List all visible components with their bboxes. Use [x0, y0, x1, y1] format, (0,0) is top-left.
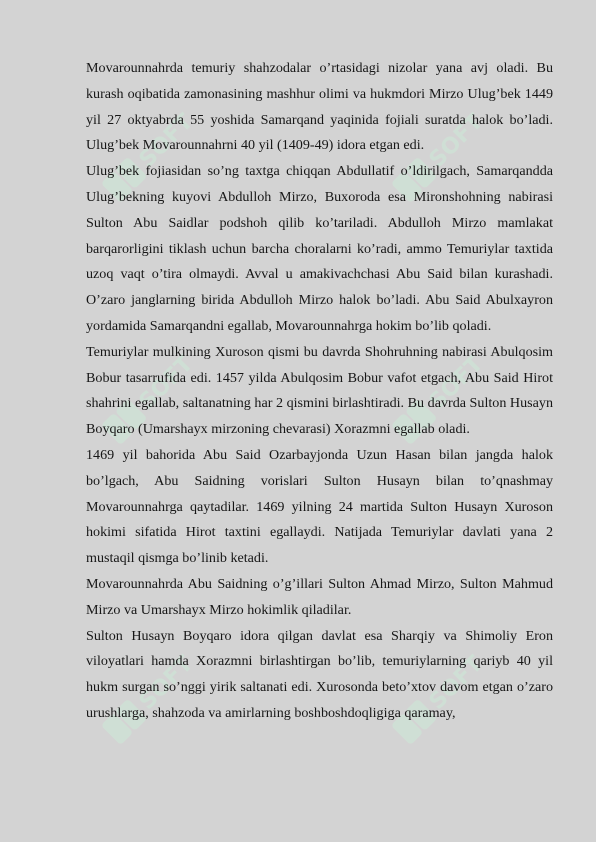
paragraph-6: Sulton Husayn Boyqaro idora qilgan davlat esa Sharqiy va Shimoliy Eron viloyatlari hamda Xorazmni birlashtirgan bo’lib, temuriylarning qariyb 40 yil hukm surgan so’nggi yirik saltanati edi. Xurosonda beto’xtov davom etgan o’zaro urushlarga, shahzoda va amirlarning boshboshdoqligiga qaramay,: [86, 627, 553, 721]
svg-text:SOFT: SOFT: [134, 651, 199, 715]
paragraph-3: Temuriylar mulkining Xuroson qismi bu davrda Shohruhning nabirasi Abulqosim Bobur tasarrufida edi. 1457 yilda Abulqosim Bobur vafot etgach, Abu Said Hirot shahrini egallab, saltanatning har 2 qismini birlashtiradi. Bu davrda Sulton Husayn Boyqaro (Umarshayx mirzoning chevarasi) Xorazmni egallab oladi.: [86, 343, 553, 438]
paragraph-2: Ulug’bek fojiasidan so’ng taxtga chiqqan Abdullatif o’ldirilgach, Samarqandda Ulug’bekning kuyovi Abdulloh Mirzo, Buxoroda esa Mironshohning nabirasi Sulton Abu Saidlar podshoh qilib ko’tariladi. Abdulloh Mirzo mamlakat barqarorligini tiklash uchun barcha choralarni ko’radi, ammo Temuriylar taxtida uzoq vaqt o’tira olmaydi. Avval u amakivachchasi Abu Said bilan kurashadi. O’zaro janglarning birida Abdulloh Mirzo halok bo’ladi. Abu Said Abulxayron yordamida Samarqandni egallab, Movarounnahrga hokim bo’lib qoladi.: [86, 163, 553, 334]
svg-text:SOFT: SOFT: [424, 109, 489, 173]
svg-text:SOFT: SOFT: [134, 109, 199, 173]
body-text: [86, 56, 553, 727]
svg-text:SOFT: SOFT: [424, 651, 489, 715]
paragraph-1: Movarounnahrda temuriy shahzodalar o’rtasidagi nizolar yana avj oladi. Bu kurash oqibatida zamonasining mashhur olimi va hukmdori Mirzo Ulug’bek 1449 yil 27 oktyabrda 55 yoshida Samarqand yaqinida fojiali suratda halok bo’ladi. Ulug’bek Movarounnahrni 40 yil (1409-49) idora etgan edi.: [86, 60, 553, 154]
svg-text:SOFT: SOFT: [134, 351, 199, 415]
paragraph-4: 1469 yil bahorida Abu Said Ozarbayjonda Uzun Hasan bilan jangda halok bo’lgach, Abu Saidning vorislari Sulton Husayn bilan to’qnashmay Movarounnahrga qaytadilar. 1469 yilning 24 martida Sulton Husayn Xuroson hokimi sifatida Hirot taxtini egallaydi. Natijada Temuriylar davlati yana 2 mustaqil qismga bo’linib ketadi.: [86, 446, 553, 567]
paragraph-5: Movarounnahrda Abu Saidning o’g’illari Sulton Ahmad Mirzo, Sulton Mahmud Mirzo va Umarshayx Mirzo hokimlik qiladilar.: [86, 575, 553, 618]
svg-text:SOFT: SOFT: [424, 351, 489, 415]
